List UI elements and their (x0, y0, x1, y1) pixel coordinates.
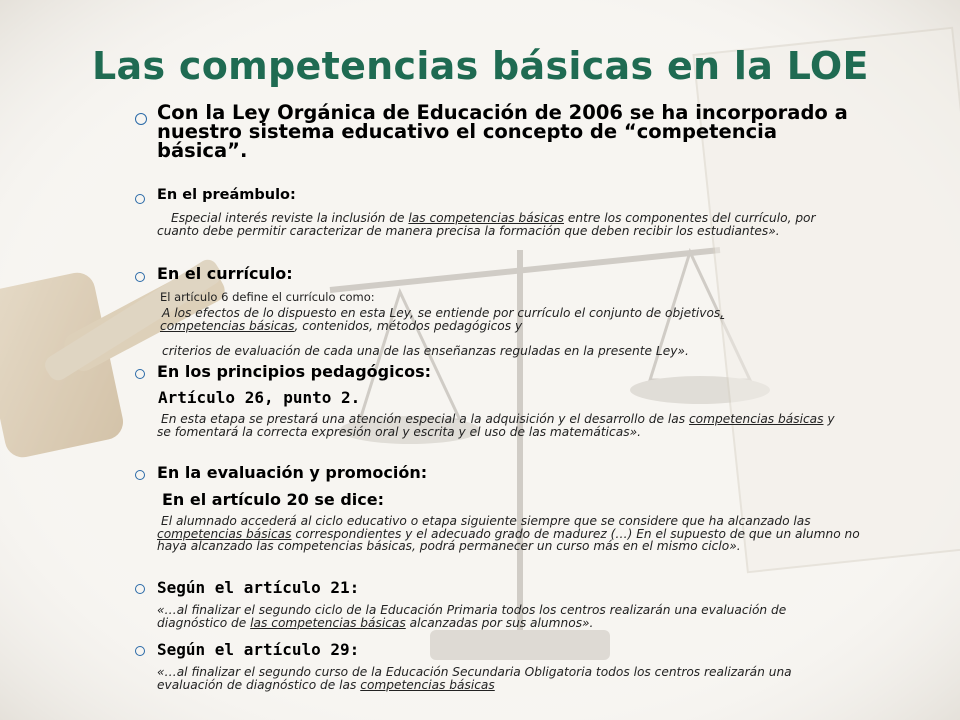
evaluacion-quote (157, 515, 867, 553)
quote-text: entre los componentes del currículo, por cuanto debe permitir caracterizar de manera precisa la formación que deben recibir los estudiantes». (157, 211, 816, 238)
preambulo-quote (157, 212, 847, 237)
circle-bullet-icon (135, 113, 147, 125)
quote-text: El alumnado accederá al ciclo educativo o etapa siguiente siempre que se considere que ha alcanzado las (161, 514, 811, 528)
intro-paragraph: Con la Ley Orgánica de Educación de 2006 se ha incorporado a nuestro sistema educativo el concepto de “competencia básica”. (157, 101, 848, 162)
curriculo-heading: En el currículo: (157, 264, 293, 283)
quote-text: correspondientes y el adecuado grado de madurez (…) En el supuesto de que un alumno no haya alcanzado las competencias básicas, podrá permanecer un curso más en el mismo ciclo». (157, 526, 860, 554)
circle-bullet-icon (135, 470, 145, 480)
curriculo-quote (160, 307, 860, 332)
quote-text: A los efectos de lo dispuesto en esta Ley, se entiende por currículo el conjunto de objetivos (162, 306, 721, 320)
evaluacion-heading: En la evaluación y promoción: (157, 463, 428, 482)
slide-title: Las competencias básicas en la LOE (92, 44, 869, 88)
circle-bullet-icon (135, 369, 145, 379)
quote-text: y se fomentará la correcta expresión oral y escrita y el uso de las matemáticas». (157, 412, 835, 439)
circle-bullet-icon (135, 584, 145, 594)
circle-bullet-icon (135, 194, 145, 204)
principios-heading: En los principios pedagógicos: (157, 362, 432, 381)
quote-text: En esta etapa se prestará una atención especial a la adquisición y el desarrollo de las (161, 412, 689, 426)
principios-quote (157, 413, 847, 438)
circle-bullet-icon (135, 272, 145, 282)
quote-text: alcanzadas por sus alumnos». (405, 615, 594, 630)
preambulo-heading: En el preámbulo: (157, 187, 296, 203)
quote-underlined-term: competencias básicas (688, 412, 824, 426)
quote-underlined-term: competencias básicas (160, 318, 295, 333)
principios-subheading: Artículo 26, punto 2. (158, 388, 361, 407)
curriculo-definition-line: El artículo 6 define el currículo como: (160, 290, 375, 304)
quote-underlined-term: competencias básicas (157, 526, 292, 541)
curriculo-quote-cont: criterios de evaluación de cada una de las enseñanzas reguladas en la presente Ley». (162, 344, 689, 358)
quote-text: Especial interés reviste la inclusión de (171, 211, 409, 225)
evaluacion-subheading: En el artículo 20 se dice: (162, 490, 384, 509)
circle-bullet-icon (135, 646, 145, 656)
quote-underlined-term: las competencias básicas (250, 615, 406, 630)
quote-text: «…al finalizar el segundo ciclo de la Educación Primaria todos los centros realizarán una evaluación de diagnóstico de (157, 603, 787, 630)
quote-text: «…al finalizar el segundo curso de la Educación Secundaria Obligatoria todos los centros realizarán una evaluación de diagnóstico de las (157, 665, 792, 692)
quote-underlined-term: las competencias básicas (408, 211, 564, 225)
art21-quote (157, 604, 847, 629)
art29-heading: Según el artículo 29: (157, 640, 360, 659)
quote-underlined-term: , (720, 306, 725, 320)
quote-underlined-term: competencias básicas (360, 677, 495, 692)
art29-quote (157, 666, 837, 691)
art21-heading: Según el artículo 21: (157, 578, 360, 597)
quote-text: , contenidos, métodos pedagógicos y (294, 318, 523, 333)
